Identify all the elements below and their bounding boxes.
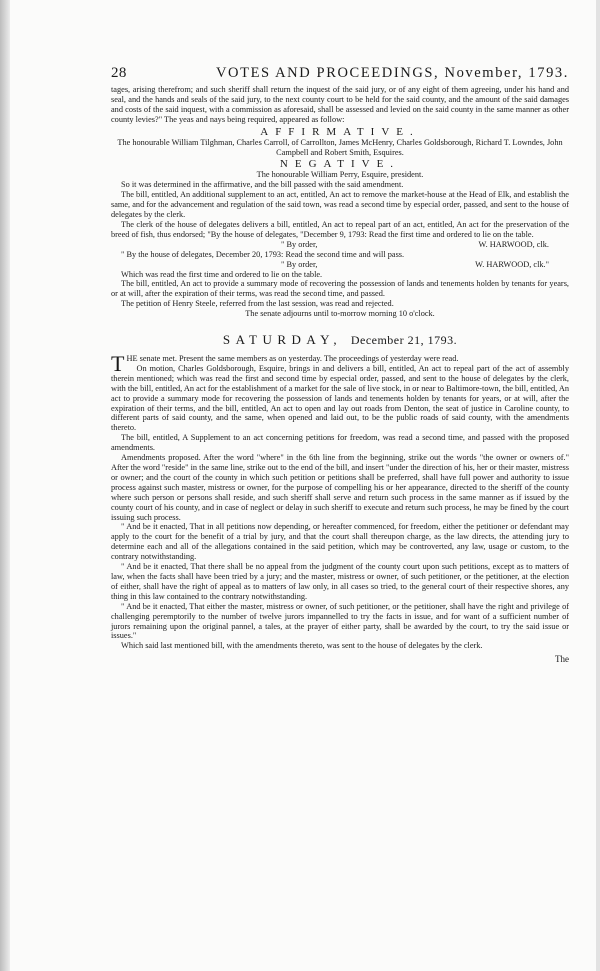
paragraph: " And be it enacted, That either the master, mistress or owner, of such petitioner, or the petitioner, shall have the right and privilege of challenging peremptorily to the number of twelve jurors impannelled to try the facts in issue, and for want of a sufficient number of jurors remaining upon the original pannel, a tales, at the prayer of either party, shall be awarded by the court, to try the said issue or issues.": [111, 601, 569, 641]
paragraph: tages, arising therefrom; and such sheriff shall return the inquest of the said jury, or of any eight of them agreeing, under his hand and seal, and the hands and seals of the said jury, to the next county court to be held for the said county, and the amount of the said damages and costs of the said inquest, with a commission as aforesaid, shall be assessed and levied on the said county in the same manner as other county levies?" The yeas and nays being required, appeared as follow:: [111, 85, 569, 124]
adjournment-line: The senate adjourns until to-morrow morning 10 o'clock.: [245, 309, 435, 319]
endorsement-line: " By the house of delegates, December 20, 1793: Read the second time and will pass.: [121, 249, 405, 259]
catchword: The: [555, 654, 569, 665]
paragraph: The petition of Henry Steele, referred from the last session, was read and rejected.: [121, 299, 394, 309]
paragraph: " And be it enacted, That in all petitions now depending, or hereafter commenced, for freedom, either the petitioner or defendant may apply to the court for the benefit of a trial by jury, and that the court shall thereupon charge, as the law directs, the attending jury to determine each and all of the allegations contained in the said petition, which may be controverted, any law, usage or custom, to the contrary notwithstanding.: [111, 522, 569, 562]
day-date: December 21, 1793.: [350, 333, 458, 348]
paragraph: The clerk of the house of delegates delivers a bill, entitled, An act to repeal part of an act, entitled, An act for the preservation of the breed of fish, thus endorsed; "By the house of delegates, "December 9, 1793: Read the first time and ordered to lie on the table.: [111, 219, 569, 239]
paragraph: The bill, entitled, A Supplement to an act concerning petitions for freedom, was read a second time, and passed with the proposed amendments.: [111, 433, 569, 453]
paragraph: Which was read the first time and ordered to lie on the table.: [121, 269, 323, 279]
by-order-text: " By order,: [281, 239, 318, 249]
paragraph: The bill, entitled, An additional supplement to an act, entitled, An act to remove the market-house at the Head of Elk, and establish the same, and for the advancement and regulation of the said town, was read a second time by especial order, passed, and sent to the house of delegates by the clerk.: [111, 190, 569, 220]
page-number: 28: [111, 65, 127, 81]
endorsement-signature: [111, 260, 569, 270]
clerk-signature: W. HARWOOD, clk.": [475, 259, 549, 269]
running-title: VOTES AND PROCEEDINGS, November, 1793.: [215, 65, 569, 81]
day-heading: [111, 332, 569, 348]
paragraph: Amendments proposed. After the word "where" in the 6th line from the beginning, strike out the words "the owner or owners of." After the word "reside" in the same line, strike out to the end of the bill, and insert "under the direction of his, her or their master, mistress or owner; and the court of the county in which such petition or petitions shall be preferred, shall have full power and authority to issue process against such master, mistress or owner, for the purpose of compelling his or her appearance, directed to the sheriff of the county where such person or persons shall reside, and such sheriff shall serve and return such process in the same manner as if issued by the county court of his county, and in case of neglect or delay in such sheriff to execute and return such process, he may be fined by the court issuing such process.: [111, 453, 569, 522]
negative-heading: NEGATIVE.: [279, 158, 401, 171]
opening-text: HE senate met. Present the same members as on yesterday. The proceedings of yesterday were read.: [126, 354, 459, 364]
page-text-column: [111, 64, 569, 665]
paragraph: " And be it enacted, That there shall be no appeal from the judgment of the county court upon such petitions, except as to matters of law, when the facts shall have been tried by a jury; and the master, mistress or owner, of such petitioner, or the petitioner, at the election of either, shall have the right of appeal as to matters of law only, in all cases so tried, to the general court of their respective shores, any thing in this law contained to the contrary notwithstanding.: [111, 562, 569, 601]
page-binding-shadow: [0, 0, 10, 971]
affirmative-names: The honourable William Tilghman, Charles Carroll, of Carrollton, James McHenry, Charles Goldsborough, Richard T. Lowndes, John Campbell and Robert Smith, Esquires.: [117, 137, 563, 157]
by-order-text: " By order,: [281, 259, 318, 269]
paragraph: Which said last mentioned bill, with the amendments thereto, was sent to the house of delegates by the clerk.: [121, 641, 483, 651]
affirmative-heading: AFFIRMATIVE.: [260, 125, 420, 138]
paragraph: On motion, Charles Goldsborough, Esquire, brings in and delivers a bill, entitled, An act to repeal part of the act of assembly therein mentioned; which was read the first and second time by especial order, passed, and sent to the house of delegates by the clerk, with the bill, entitled, An act for the establishment of a market for the sale of live stock, in or near to Baltimore-town, the bill, entitled, An act to provide a summary mode for recovering the possession of lands and tenements holden by tenants for years, or at will, after the expiration of their terms, and the bill, entitled, An act to open and lay out roads from Denton, the seat of justice in Caroline county, to different parts of said county, and the same, when opened and laid out, to be the public roads of said county, with the amendments thereto.: [111, 363, 569, 433]
clerk-signature: W. HARWOOD, clk.: [478, 239, 549, 249]
drop-cap: T: [111, 351, 125, 377]
day-name: SATURDAY,: [222, 332, 343, 348]
running-header: [111, 64, 569, 82]
negative-names: The honourable William Perry, Esquire, president.: [256, 170, 424, 180]
paragraph: So it was determined in the affirmative, and the bill passed with the said amendment.: [121, 180, 404, 190]
paragraph: The bill, entitled, An act to provide a summary mode of recovering the possession of lands and tenements holden by tenants for years, or at will, after the expiration of their terms, was read the second time, and passed.: [111, 279, 569, 299]
endorsement-signature: [111, 240, 569, 250]
opening-paragraph: [111, 351, 569, 377]
page-scan-edge: [596, 0, 600, 971]
